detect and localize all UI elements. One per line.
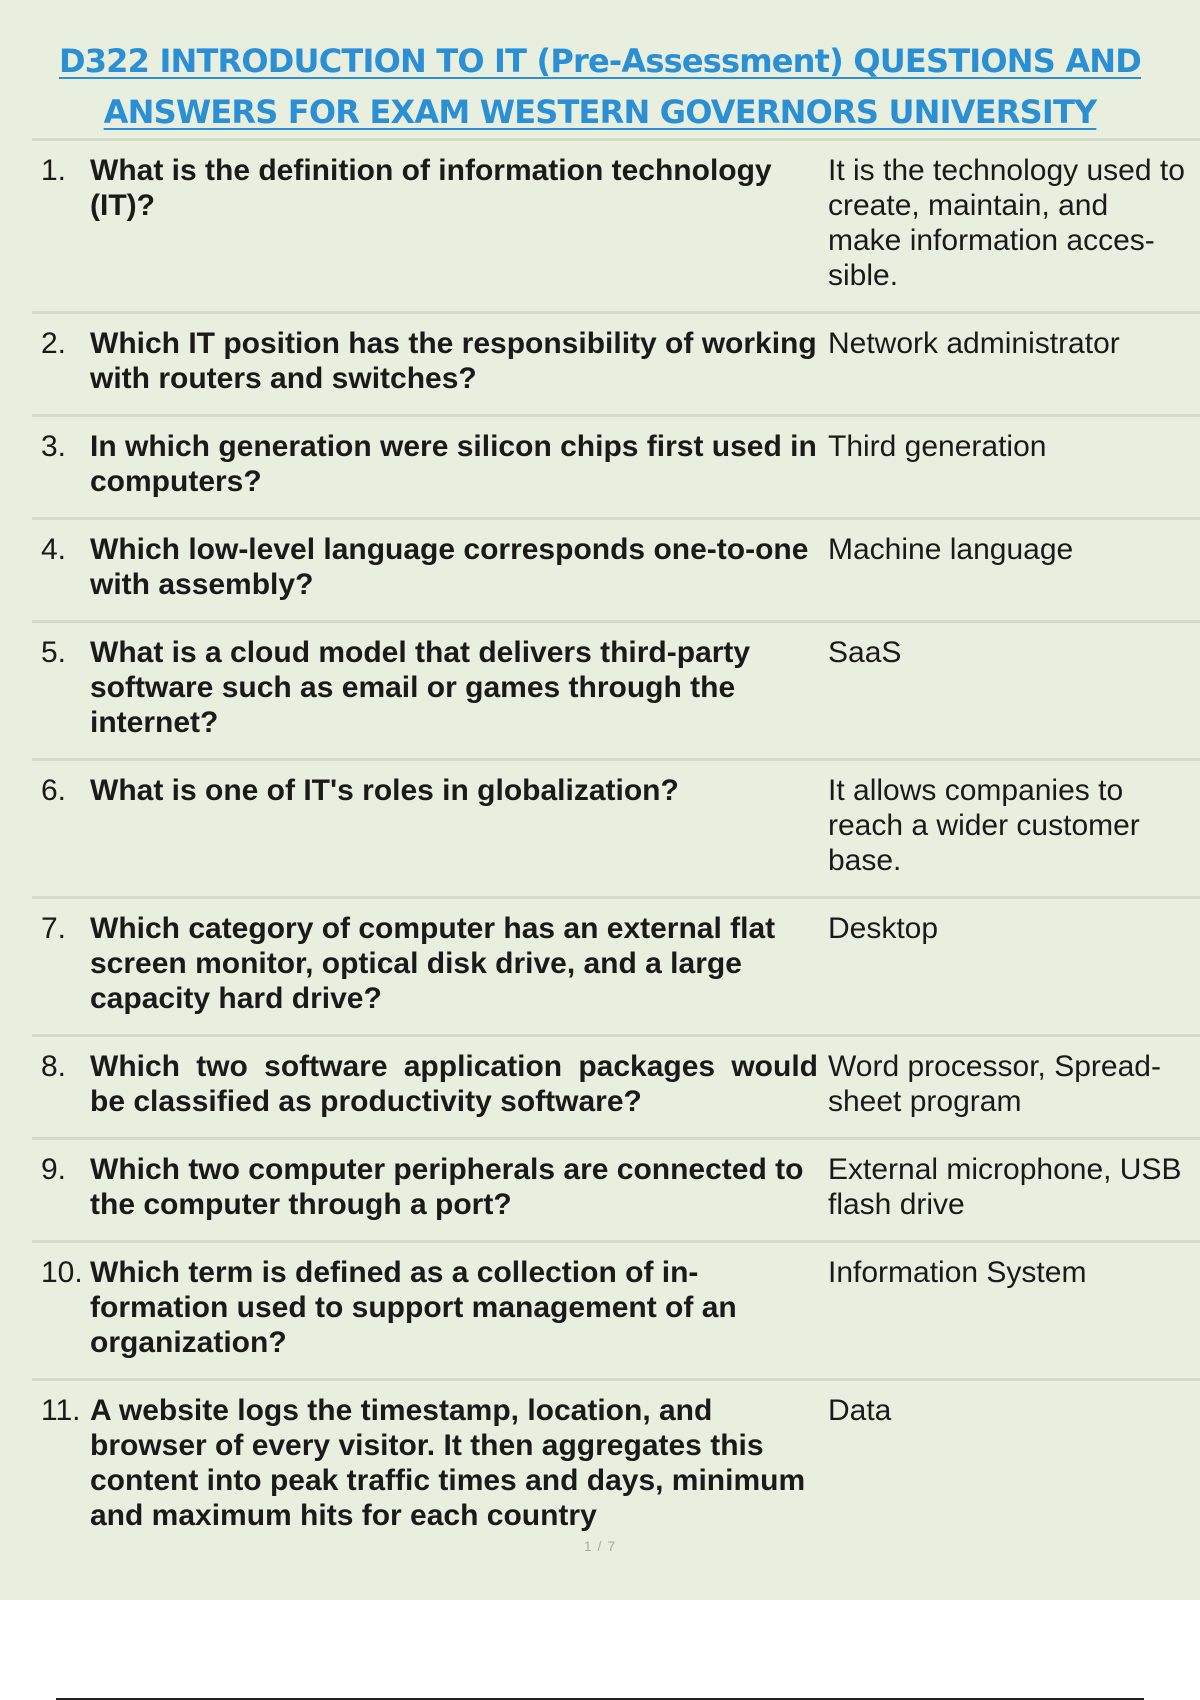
- qa-row: [32, 520, 1200, 623]
- qa-row: [32, 314, 1200, 417]
- question-text: In which generation were silicon chips first used in computers?: [90, 430, 817, 498]
- title-line-1: D322 INTRODUCTION TO IT (Pre-Assessment) QUESTIONS AND: [58, 42, 1142, 80]
- question-text: What is the definition of information technology (IT)?: [90, 154, 772, 222]
- answer-text: Word processor, Spread-sheet program: [828, 1050, 1161, 1118]
- question-text: Which two computer peripherals are connected to the computer through a port?: [90, 1153, 804, 1221]
- qa-row: [32, 1381, 1200, 1551]
- question-text: What is a cloud model that delivers third-party software such as email or games through the internet?: [90, 636, 751, 739]
- page-number: 1 / 7: [583, 1538, 617, 1554]
- question-number: 6.: [41, 774, 67, 807]
- question-number: 9.: [41, 1153, 67, 1186]
- question-text: Which low-level language corresponds one-to-one with assembly?: [90, 533, 809, 601]
- answer-text: SaaS: [828, 636, 902, 669]
- question-text: Which category of computer has an external flat screen monitor, optical disk drive, and a large capacity hard drive?: [90, 912, 776, 1015]
- qa-table: [32, 138, 1200, 1551]
- question-number: 2.: [41, 327, 67, 360]
- answer-text: It is the technology used to create, maintain, and make information acces-sible.: [828, 154, 1185, 292]
- qa-row: [32, 899, 1200, 1037]
- question-number: 5.: [41, 636, 67, 669]
- question-text: What is one of IT's roles in globalization?: [90, 774, 679, 807]
- question-text: A website logs the timestamp, location, and browser of every visitor. It then aggregates this content into peak traffic times and days, minimum and maximum hits for each country: [90, 1394, 806, 1532]
- answer-text: It allows companies to reach a wider customer base.: [828, 774, 1140, 877]
- qa-row: [32, 417, 1200, 520]
- question-text: Which IT position has the responsibility of working with routers and switches?: [90, 327, 817, 395]
- question-number: 1.: [41, 154, 67, 187]
- title-line-2: ANSWERS FOR EXAM WESTERN GOVERNORS UNIVERSITY: [103, 93, 1097, 131]
- question-number: 8.: [41, 1050, 67, 1083]
- answer-text: Information System: [828, 1256, 1087, 1289]
- qa-row: [32, 623, 1200, 761]
- answer-text: External microphone, USB flash drive: [828, 1153, 1182, 1221]
- answer-text: Network administrator: [828, 327, 1120, 360]
- qa-row: [32, 1243, 1200, 1381]
- document-title: [30, 36, 1170, 138]
- qa-row: [32, 1037, 1200, 1140]
- question-number: 11.: [41, 1394, 81, 1427]
- answer-text: Data: [828, 1394, 892, 1427]
- qa-row: [32, 141, 1200, 314]
- answer-text: Machine language: [828, 533, 1074, 566]
- question-number: 4.: [41, 533, 67, 566]
- qa-row: [32, 1140, 1200, 1243]
- question-number: 10.: [41, 1256, 83, 1289]
- question-number: 3.: [41, 430, 67, 463]
- answer-text: Desktop: [828, 912, 939, 945]
- question-number: 7.: [41, 912, 67, 945]
- qa-row: [32, 761, 1200, 899]
- question-text: Which two software application packages would be classified as productivity software?: [90, 1050, 818, 1118]
- question-text: Which term is defined as a collection of in-formation used to support management of an organization?: [90, 1256, 737, 1359]
- answer-text: Third generation: [828, 430, 1047, 463]
